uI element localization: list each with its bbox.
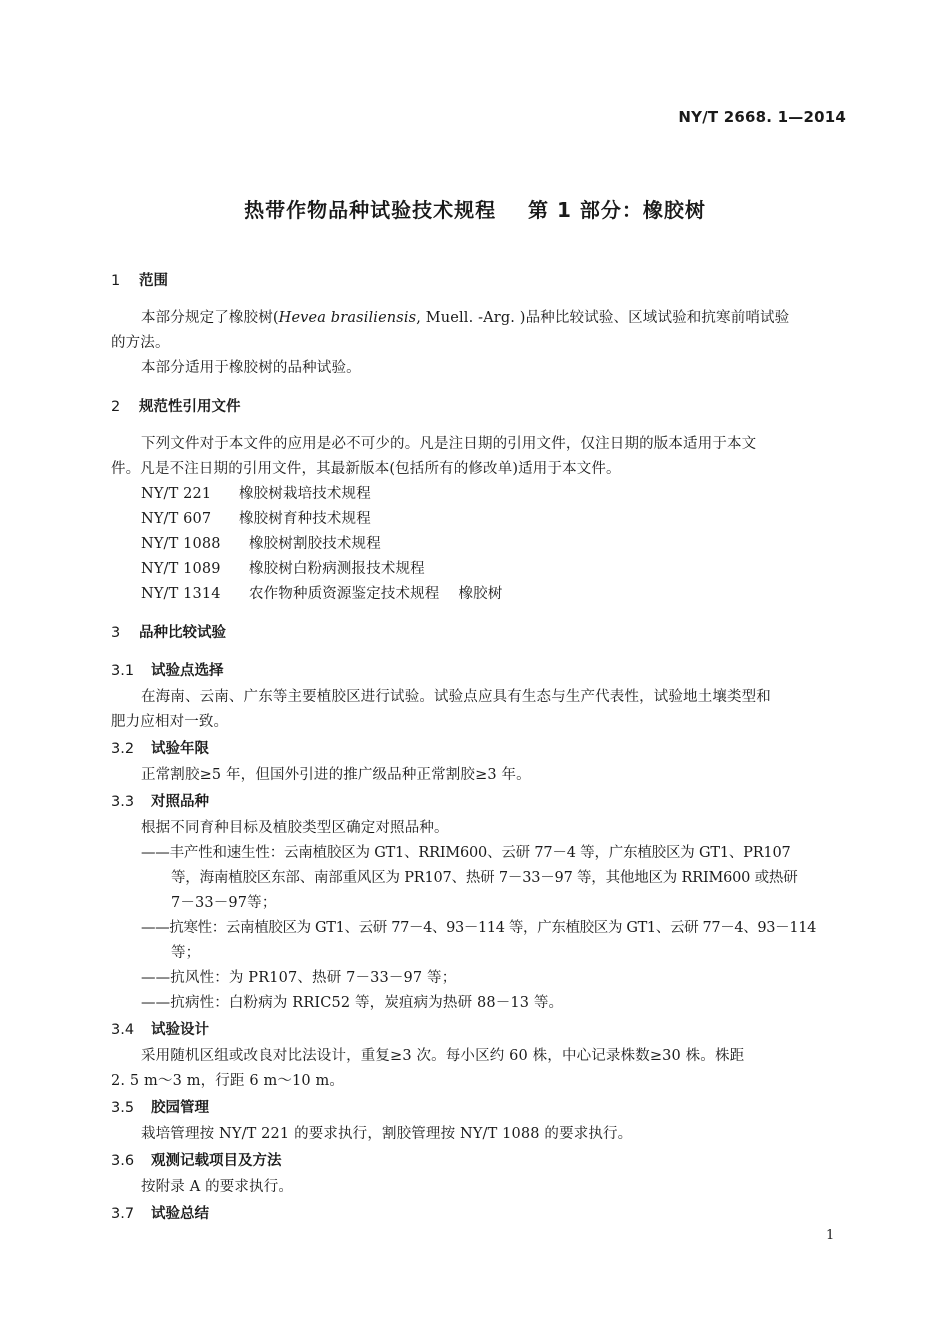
reference-item xyxy=(141,507,371,528)
section-title: 品种比较试验 xyxy=(139,625,226,641)
subsection-heading-3-3 xyxy=(111,790,209,811)
subsection-title: 对照品种 xyxy=(151,794,209,810)
subsection-number: 3.3 xyxy=(111,794,135,810)
reference-code: NY/T 1314 xyxy=(141,586,221,602)
subsection-heading-3-1 xyxy=(111,659,224,680)
reference-name: 橡胶树割胶技术规程 xyxy=(249,536,381,552)
reference-code: NY/T 221 xyxy=(141,486,212,502)
paragraph-scope-line1 xyxy=(141,306,789,327)
subsection-number: 3.1 xyxy=(111,663,135,679)
subsection-number: 3.5 xyxy=(111,1100,135,1116)
paragraph-refs-line2: 件。凡是不注日期的引用文件，其最新版本(包括所有的修改单)适用于本文件。 xyxy=(111,461,621,477)
reference-item xyxy=(141,582,502,603)
bullet-yield-line2: 等，海南植胶区东部、南部重风区为 PR107、热研 7－33－97 等，其他地区为 RRIM600 或热研 xyxy=(171,870,798,886)
paragraph-scope-p2: 本部分适用于橡胶树的品种试验。 xyxy=(141,360,361,376)
section-number: 3 xyxy=(111,625,121,641)
bullet-cold-line2: 等； xyxy=(171,945,201,961)
subsection-title: 试验设计 xyxy=(151,1022,209,1038)
subsection-title: 观测记载项目及方法 xyxy=(151,1153,282,1169)
paragraph-3-5: 栽培管理按 NY/T 221 的要求执行，割胶管理按 NY/T 1088 的要求执行。 xyxy=(141,1126,633,1142)
paragraph-3-4-line1: 采用随机区组或改良对比法设计，重复≥3 次。每小区约 60 株，中心记录株数≥30 株。株距 xyxy=(141,1048,745,1064)
subsection-title: 试验总结 xyxy=(151,1206,209,1222)
reference-name: 农作物种质资源鉴定技术规程 橡胶树 xyxy=(249,586,503,602)
subsection-heading-3-5 xyxy=(111,1096,209,1117)
section-heading-2 xyxy=(111,395,241,416)
subsection-number: 3.7 xyxy=(111,1206,135,1222)
section-heading-3 xyxy=(111,621,226,642)
page-title: 热带作物品种试验技术规程 第 1 部分：橡胶树 xyxy=(244,198,706,222)
reference-code: NY/T 607 xyxy=(141,511,212,527)
latin-name: Hevea brasiliensis xyxy=(278,310,417,326)
paragraph-3-4-line2: 2. 5 m～3 m，行距 6 m～10 m。 xyxy=(111,1073,345,1089)
subsection-title: 胶园管理 xyxy=(151,1100,209,1116)
subsection-title: 试验年限 xyxy=(151,741,209,757)
subsection-number: 3.4 xyxy=(111,1022,135,1038)
section-title: 规范性引用文件 xyxy=(139,399,241,415)
subsection-number: 3.2 xyxy=(111,741,135,757)
reference-code: NY/T 1089 xyxy=(141,561,221,577)
paragraph-3-6: 按附录 A 的要求执行。 xyxy=(141,1179,293,1195)
bullet-yield-line3: 7－33－97等； xyxy=(171,895,277,911)
paragraph-3-1-line1: 在海南、云南、广东等主要植胶区进行试验。试验点应具有生态与生产代表性，试验地土壤类型和 xyxy=(141,689,771,705)
reference-item xyxy=(141,557,425,578)
bullet-disease: ——抗病性：白粉病为 RRIC52 等，炭疽病为热研 88－13 等。 xyxy=(141,995,564,1011)
section-heading-1 xyxy=(111,269,168,290)
subsection-heading-3-2 xyxy=(111,737,209,758)
reference-code: NY/T 1088 xyxy=(141,536,221,552)
reference-name: 橡胶树栽培技术规程 xyxy=(239,486,371,502)
reference-item xyxy=(141,532,381,553)
paragraph-scope-line2: 的方法。 xyxy=(111,335,170,351)
subsection-heading-3-7 xyxy=(111,1202,209,1223)
reference-name: 橡胶树白粉病测报技术规程 xyxy=(249,561,425,577)
paragraph-3-3-intro: 根据不同育种目标及植胶类型区确定对照品种。 xyxy=(141,820,449,836)
reference-item xyxy=(141,482,371,503)
subsection-title: 试验点选择 xyxy=(151,663,224,679)
page-number: 1 xyxy=(826,1228,835,1243)
paragraph-3-2: 正常割胶≥5 年，但国外引进的推广级品种正常割胶≥3 年。 xyxy=(141,767,531,783)
section-number: 1 xyxy=(111,273,121,289)
subsection-number: 3.6 xyxy=(111,1153,135,1169)
subsection-heading-3-6 xyxy=(111,1149,282,1170)
text: 本部分规定了橡胶树( xyxy=(141,310,279,326)
bullet-wind: ——抗风性：为 PR107、热研 7－33－97 等； xyxy=(141,970,457,986)
bullet-yield-line1: ——丰产性和速生性：云南植胶区为 GT1、RRIM600、云研 77－4 等，广东植胶区为 GT1、PR107 xyxy=(141,845,791,861)
reference-name: 橡胶树育种技术规程 xyxy=(239,511,371,527)
paragraph-refs-line1: 下列文件对于本文件的应用是必不可少的。凡是注日期的引用文件，仅注日期的版本适用于本文 xyxy=(141,436,757,452)
section-title: 范围 xyxy=(139,273,168,289)
standard-number: NY/T 2668. 1—2014 xyxy=(678,108,846,126)
subsection-heading-3-4 xyxy=(111,1018,209,1039)
section-number: 2 xyxy=(111,399,121,415)
bullet-cold-line1: ——抗寒性：云南植胶区为 GT1、云研 77－4、93－114 等，广东植胶区为 GT1、云研 77－4、93－114 xyxy=(141,920,816,936)
paragraph-3-1-line2: 肥力应相对一致。 xyxy=(111,714,229,730)
text: , Muell. -Arg. )品种比较试验、区域试验和抗寒前哨试验 xyxy=(416,310,790,326)
